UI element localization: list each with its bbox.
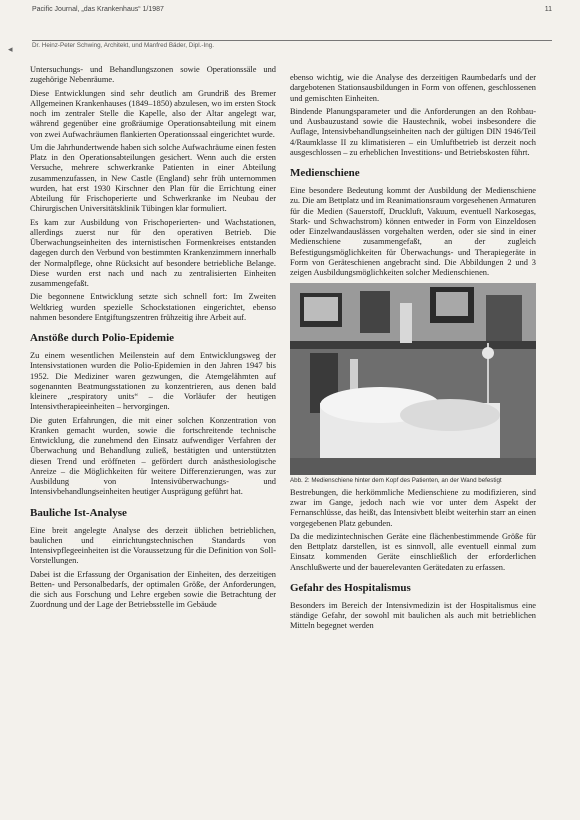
journal-title: Pacific Journal, „das Krankenhaus“ 1/1987 (32, 6, 164, 13)
right-column (290, 73, 536, 635)
margin-mark-icon: ◂ (8, 45, 13, 55)
paragraph: Eine breit angelegte Analyse des derzeit üblichen betrieblichen, baulichen und einrichtungstechnischen Standards von Intensivpflegeeinheiten ist die Voraussetzung für die Definition von Soll-Vorstellungen. (30, 525, 276, 566)
paragraph: Eine besondere Bedeutung kommt der Ausbildung der Medienschiene zu. Die am Bettplatz und im Reanimationsraum vorgesehenen Armaturen für die Medien (Sauerstoff, Druckluft, Vakuum, eventuell Narkosegas, Stark- und Schwachstrom) können entweder in Form von Einzeldosen oder Einzelwandauslässen vorgehalten werden, oder sie sind in einer Medienschiene zusammengefaßt, an der zugleich Befestigungsmöglichkeiten für Überwachungs- und Therapiegeräte in Form von Geräteschienen angebracht sind. Die Abbildungen 2 und 3 zeigen Ausbildungsmöglichkeiten solcher Medienschienen. (290, 186, 536, 277)
paragraph: Besonders im Bereich der Intensivmedizin ist der Hospitalismus eine ständige Gefahr, der sowohl mit baulichen als auch mit betrieblichen Mitteln begegnet werden (290, 600, 536, 631)
paragraph: Untersuchungs- und Behandlungszonen sowie Operationssäle und zugehörige Nebenräume. (30, 65, 276, 85)
section-heading: Medienschiene (290, 167, 360, 179)
paragraph: Bestrebungen, die herkömmliche Medienschiene zu modifizieren, sind zwar im Gange, jedoch nach wie vor unter dem Aspekt der Fernanschlüsse, das heißt, das Intensivbett bleibt weiterhin starr an einen vorgegebenen Platz gebunden. (290, 487, 536, 528)
paragraph: Dabei ist die Erfassung der Organisation der Einheiten, des derzeitigen Betten- und Personalbedarfs, der optimalen Größe, der Anforderungen, die sich aus Forschung und Lehre ergeben sowie die Betrachtung der Zuordnung und der Lage der Betriebsstelle im Gebäude (30, 569, 276, 610)
paragraph: Diese Entwicklungen sind sehr deutlich am Grundriß des Bremer Allgemeinen Krankenhauses (1849–1850) abzulesen, wo im ersten Stock noch im zentraler Stelle die Kapelle, also der Altar angelegt war, während gegenüber eine großräumige Operationsabteilung mit einem von zwei Aufwachräumen flankierten Operationssaal eingerichtet wurde. (30, 88, 276, 139)
section-heading: Gefahr des Hospitalismus (290, 581, 411, 594)
page-number: 11 (544, 6, 552, 13)
section-heading: Bauliche Ist-Analyse (30, 506, 127, 519)
left-column (30, 65, 276, 614)
paragraph: Die begonnene Entwicklung setzte sich schnell fort: Im Zweiten Weltkrieg wurden spezielle Schockstationen eingerichtet, ebenso nahmen besondere Entgiftungszentren frühzeitig ihre Arbeit auf. (30, 292, 276, 322)
paragraph: Zu einem wesentlichen Meilenstein auf dem Entwicklungsweg der Intensivstationen wurden die Polio-Epidemien in den Jahren 1947 bis 1952. Die Mediziner waren gezwungen, die Atemgelähmten auf sogenannten Beatmungsstationen zu konzentrieren, aus denen bald kleinere „respiratory units“ – die Vorläufer der heutigen Intensivtherapieeinheiten – hervorgingen. (30, 351, 276, 412)
figure-caption: Abb. 2: Medienschiene hinter dem Kopf des Patienten, an der Wand befestigt (290, 477, 502, 485)
photo-icu-medienschiene (290, 283, 536, 475)
section-heading: Anstöße durch Polio-Epidemie (30, 332, 175, 344)
running-header (32, 6, 552, 13)
paragraph: Die guten Erfahrungen, die mit einer solchen Konzentration von Kranken gemacht wurden, sowie die fortschreitende technische Entwicklung, die zunehmend den Einsatz aufwendiger Verfahren der Überwachung und Behandlung zuließ, bestätigten und unterstützten diesen Trend und eröffneten – gefördert durch anästhesiologische Anreize – die Möglichkeiten für weitere Differenzierungen, was zur Ausbildung von Intensivüberwachungs- und Intensivbehandlungseinheiten heutiger Ausprägung geführt hat. (30, 415, 276, 497)
paragraph: Um die Jahrhundertwende haben sich solche Aufwachräume einen festen Platz in den Operationsabteilungen gesichert. Wenn auch die ersten Versuche, mehrere schwerkranke Patienten in einer Abteilung zusammenzufassen, in New Castle (England) sehr früh unternommen wurden, hat erst 1930 Kirschner den Plan für die Errichtung einer Abteilung für Frischoperierte und Schwerkranke im Neubau der Chirurgischen Universitätsklinik Tübingen klar formuliert. (30, 142, 276, 214)
paragraph: ebenso wichtig, wie die Analyse des derzeitigen Raumbedarfs und der dargebotenen Stationsausbildungen in Form von offenen, geschlossenen und gemischten Einheiten. (290, 73, 536, 103)
author-line: Dr. Heinz-Peter Schwing, Architekt, und Manfred Bäder, Dipl.-Ing. (32, 40, 552, 49)
paragraph: Es kam zur Ausbildung von Frischoperierten- und Wachstationen, allerdings zuerst nur für den operativen Betrieb. Die Überwachungseinheiten des internistischen Formenkreises entstanden dagegen durch den Verbund von bestimmten Krankenzimmern innerhalb der Normalpflege, ohne Rücksicht auf besondere betriebliche Belange. Diese wurden erst nach und nach zu zentralisierten Einheiten zusammengefaßt. (30, 217, 276, 288)
paragraph: Bindende Planungsparameter und die Anforderungen an den Rohbau- und Ausbauzustand sowie die Haustechnik, wobei insbesondere die Auflage, Intensivbehandlungseinheiten nach der gültigen DIN 1946/Teil 4/Raumklasse II zu klimatisieren – ein Umluftbetrieb ist derzeit noch ausgeschlossen – zu erheblichen Investitions- und Betriebskosten führt. (290, 106, 536, 157)
photo-illustration (290, 283, 536, 475)
paragraph: Da die medizintechnischen Geräte eine flächenbestimmende Größe für den Bettplatz darstellen, ist es sinnvoll, alle eventuell einmal zum Einsatz kommenden Geräte einschließlich der erforderlichen Anschlußwerte und der bauerelevanten Gerätedaten zu erfassen. (290, 531, 536, 572)
